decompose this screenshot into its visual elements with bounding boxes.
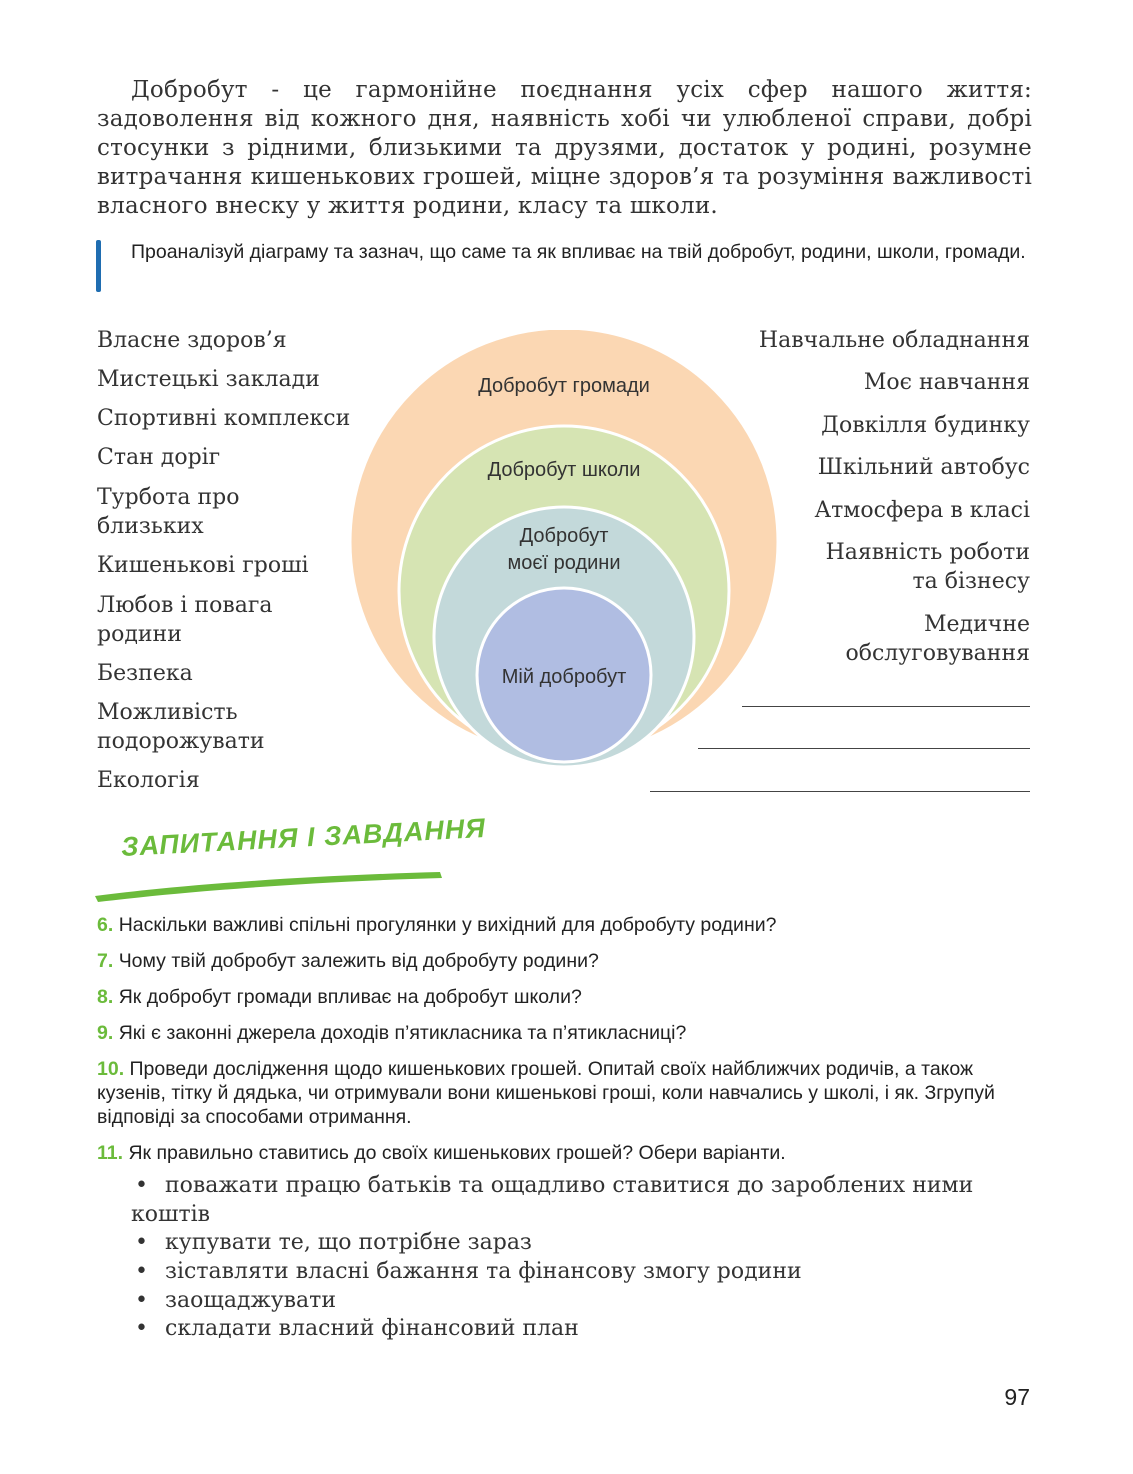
right-item-my-study: Моє навчання	[863, 370, 1030, 395]
bullet-icon: •	[135, 1173, 148, 1198]
right-item-class-atmosphere: Атмосфера в класі	[814, 498, 1030, 523]
option-text: складати власний фінансовий план	[165, 1316, 579, 1341]
question-number: 6.	[97, 914, 114, 936]
option-text: зіставляти власні бажання та фінансову змогу родини	[165, 1259, 802, 1284]
me-label: Мій добробут	[501, 666, 627, 688]
family-label-line1: Добробут	[519, 525, 609, 547]
left-item-pocket-money: Кишенькові гроші	[97, 553, 309, 578]
question-number: 8.	[97, 986, 114, 1008]
question-text: Проведи дослідження щодо кишенькових грошей. Опитай своїх найближчих родичів, а також кузенів, тітку й дядька, чи отримували вони кишенькові гроші, коли навчались у школі, і як. Згрупуй відповіді за способами отримання.	[97, 1058, 995, 1128]
school-label: Добробут школи	[487, 459, 641, 481]
question-item	[97, 1141, 1037, 1165]
left-item-ecology: Екологія	[97, 768, 200, 793]
question-text: Наскільки важливі спільні прогулянки у вихідний для добробуту родини?	[118, 914, 777, 936]
left-item-sport-complexes: Спортивні комплекси	[97, 406, 351, 431]
left-item-safety: Безпека	[97, 661, 193, 686]
option-item	[131, 1287, 1036, 1316]
left-item-care: Турбота про близьких	[97, 485, 240, 539]
community-label: Добробут громади	[478, 375, 650, 397]
question-item	[97, 913, 1037, 937]
question-number: 7.	[97, 950, 114, 972]
option-text: купувати те, що потрібне зараз	[165, 1230, 532, 1255]
question-item	[97, 949, 1037, 973]
option-item	[131, 1315, 1036, 1344]
question-text: Як добробут громади впливає на добробут школи?	[118, 986, 582, 1008]
instruction-accent-bar	[96, 240, 101, 292]
family-label-line2: моєї родини	[507, 552, 621, 574]
section-title: ЗАПИТАННЯ І ЗАВДАННЯ	[120, 812, 487, 863]
question-item	[97, 1057, 1037, 1129]
question-number: 10.	[97, 1058, 125, 1080]
option-item	[131, 1172, 1036, 1229]
left-item-art-institutions: Мистецькі заклади	[97, 367, 320, 392]
bullet-icon: •	[135, 1288, 148, 1313]
wellbeing-diagram	[340, 330, 790, 775]
left-item-roads: Стан доріг	[97, 445, 221, 470]
question-text: Чому твій добробут залежить від добробуту родини?	[118, 950, 599, 972]
bullet-icon: •	[135, 1230, 148, 1255]
section-title-underline	[92, 862, 447, 902]
option-text: заощаджувати	[165, 1288, 336, 1313]
right-item-home-environment: Довкілля будинку	[821, 413, 1030, 438]
right-item-equipment: Навчальне обладнання	[758, 328, 1030, 353]
answer-blank-line[interactable]	[650, 791, 1030, 792]
intro-paragraph: Добробут - це гармонійне поєднання усіх сфер нашого життя: задоволення від кожного дня, наявність хобі чи улюбленої справи, добрі стосунки з рідними, близькими та друзями, достаток у родині, розумне витрачання кишенькових грошей, міцне здоров’я та розуміння важливості власного внеску у життя родини, класу та школи.	[97, 77, 1032, 219]
question-item	[97, 1021, 1037, 1045]
question-text: Як правильно ставитись до своїх кишенькових грошей? Обери варіанти.	[128, 1142, 786, 1164]
left-item-health: Власне здоров’я	[97, 328, 287, 353]
instruction-text: Проаналізуй діаграму та зазнач, що саме та як впливає на твій добробут, родини, школи, громади.	[131, 241, 1026, 263]
option-text: поважати працю батьків та ощадливо ставитися до зароблених ними коштів	[131, 1173, 974, 1227]
right-item-school-bus: Шкільний автобус	[817, 455, 1030, 480]
right-item-medical: Медичне обслуговування	[845, 612, 1030, 666]
right-item-jobs-business: Наявність роботи та бізнесу	[825, 540, 1030, 594]
page-number: 97	[1004, 1384, 1030, 1410]
left-item-family-love: Любов і повага родини	[97, 593, 273, 647]
bullet-icon: •	[135, 1259, 148, 1284]
question-text: Які є законні джерела доходів п’ятикласника та п’ятикласниці?	[118, 1022, 687, 1044]
left-item-travel: Можливість подорожувати	[97, 700, 265, 754]
option-item	[131, 1258, 1036, 1287]
question-number: 9.	[97, 1022, 114, 1044]
question-number: 11.	[97, 1142, 124, 1164]
question-item	[97, 985, 1037, 1009]
bullet-icon: •	[135, 1316, 148, 1341]
option-item	[131, 1229, 1036, 1258]
